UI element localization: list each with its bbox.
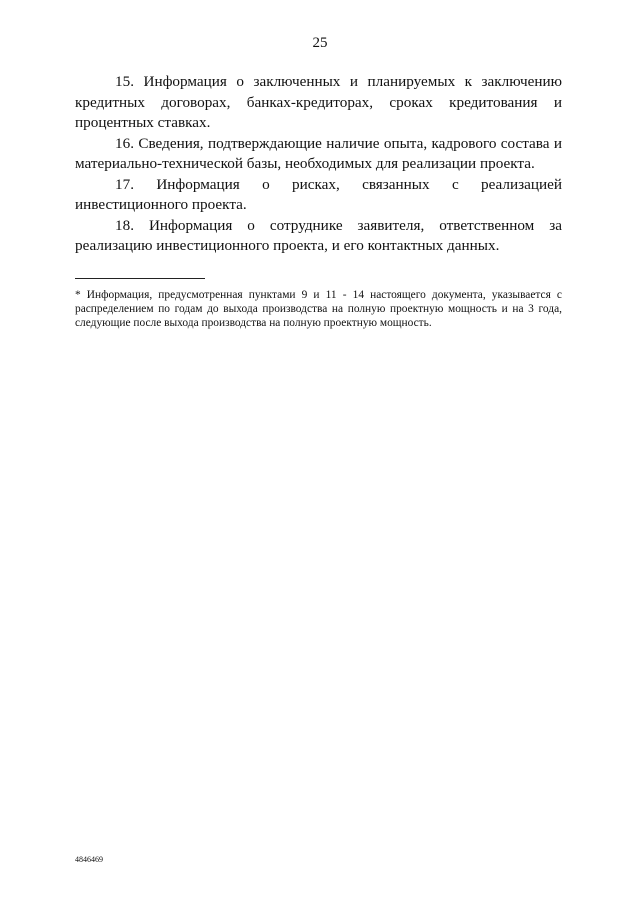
list-item-16: 16. Сведения, подтверждающие наличие опыта, кадрового состава и материально-технической базы, необходимых для реализации проекта. xyxy=(75,134,562,172)
document-body xyxy=(75,72,562,257)
list-item-18: 18. Информация о сотруднике заявителя, ответственном за реализацию инвестиционного проекта, и его контактных данных. xyxy=(75,216,562,254)
list-item-17: 17. Информация о рисках, связанных с реализацией инвестиционного проекта. xyxy=(75,175,562,213)
footnote: * Информация, предусмотренная пунктами 9 и 11 - 14 настоящего документа, указывается с распределением по годам до выхода производства на полную проектную мощность и на 3 года, следующие после выхода производства на полную проектную мощность. xyxy=(75,289,562,329)
list-item-15: 15. Информация о заключенных и планируемых к заключению кредитных договорах, банках-кредиторах, сроках кредитования и процентных ставках. xyxy=(75,73,562,131)
document-code: 4846469 xyxy=(75,855,103,864)
page-number: 25 xyxy=(312,35,328,51)
footnote-divider xyxy=(75,278,205,279)
